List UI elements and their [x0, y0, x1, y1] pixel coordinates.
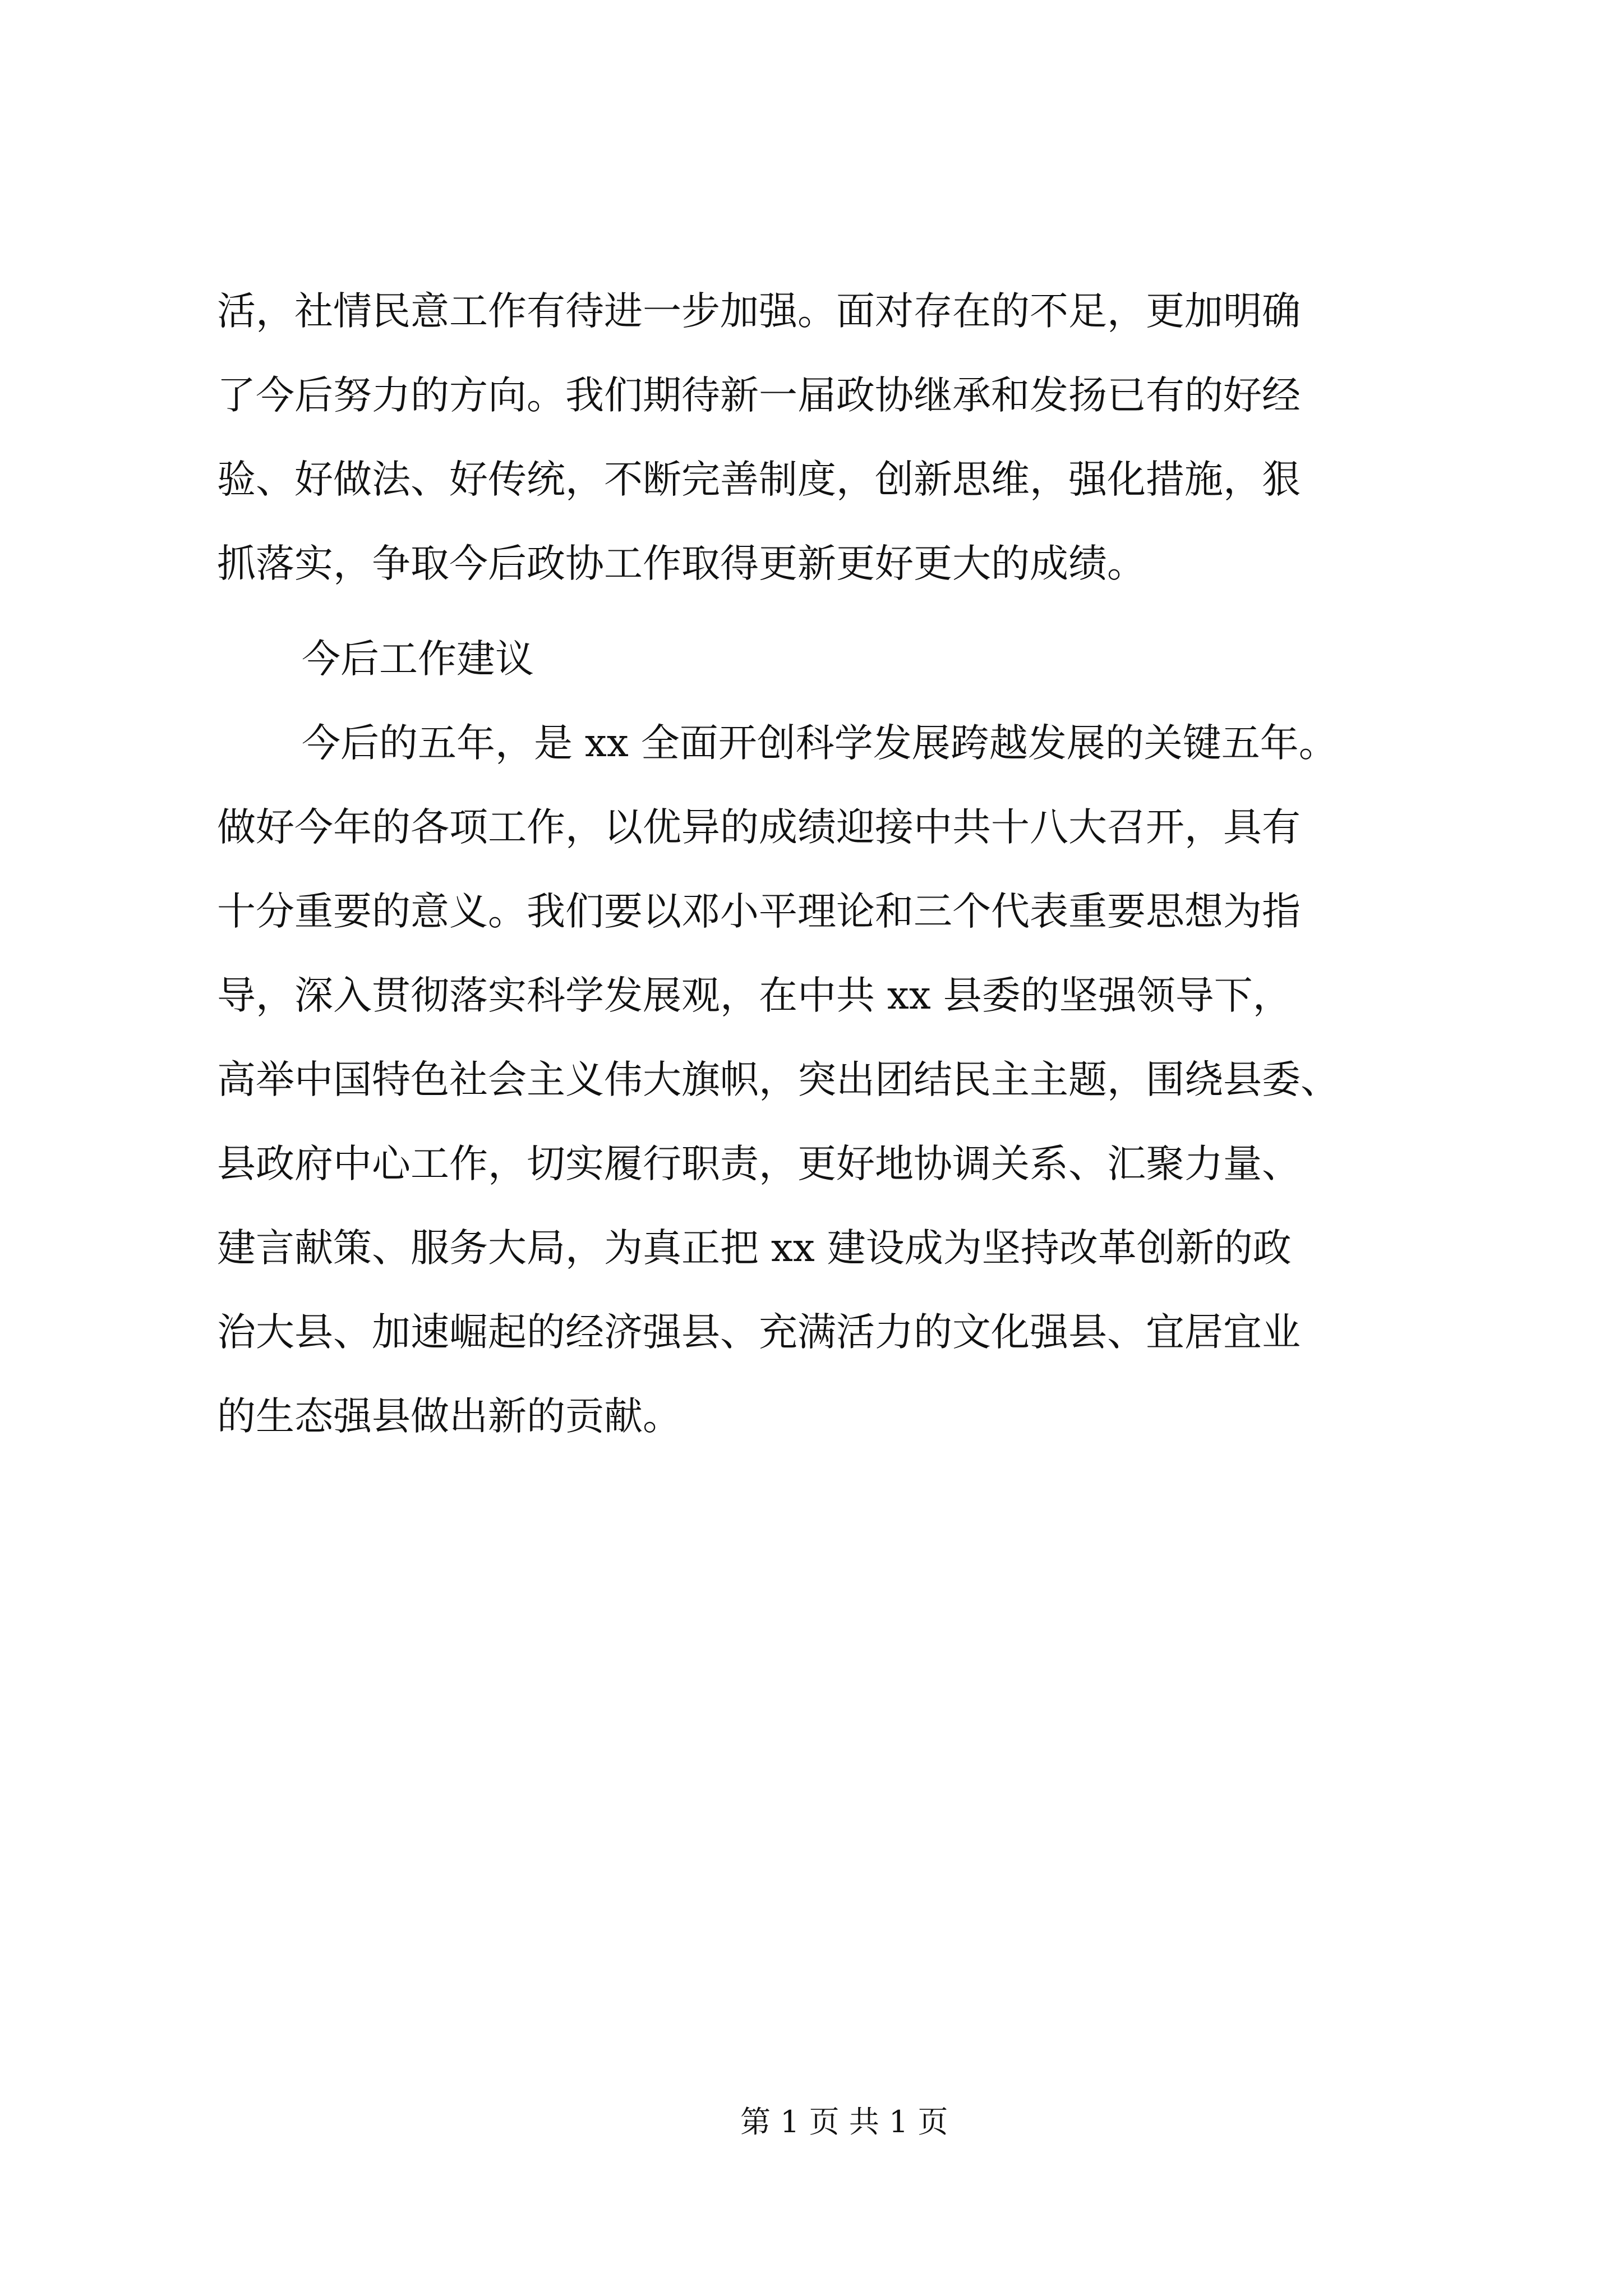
body-line-1: 活，社情民意工作有待进一步加强。面对存在的不足，更加明确	[217, 289, 1301, 334]
body-line-14: 的生态强县做出新的贡献。	[217, 1394, 681, 1439]
body-line-11: 县政府中心工作，切实履行职责，更好地协调关系、汇聚力量、	[217, 1142, 1301, 1186]
body-line-2: 了今后努力的方向。我们期待新一届政协继承和发扬已有的好经	[217, 373, 1301, 418]
body-line-6: 今后的五年，是 xx 全面开创科学发展跨越发展的关键五年。	[302, 721, 1338, 766]
body-line-8: 十分重要的意义。我们要以邓小平理论和三个代表重要思想为指	[217, 889, 1301, 934]
page-footer: 第 1 页 共 1 页	[740, 2104, 948, 2139]
body-line-12: 建言献策、服务大局，为真正把 xx 建设成为坚持改革创新的政	[217, 1226, 1292, 1271]
body-line-7: 做好今年的各项工作，以优异的成绩迎接中共十八大召开，具有	[217, 805, 1301, 850]
section-heading: 今后工作建议	[302, 637, 534, 682]
body-line-3: 验、好做法、好传统，不断完善制度，创新思维，强化措施，狠	[217, 457, 1301, 502]
body-line-13: 治大县、加速崛起的经济强县、充满活力的文化强县、宜居宜业	[217, 1310, 1301, 1355]
body-line-10: 高举中国特色社会主义伟大旗帜，突出团结民主主题，围绕县委、	[217, 1057, 1339, 1102]
body-line-4: 抓落实，争取今后政协工作取得更新更好更大的成绩。	[217, 541, 1146, 586]
body-line-9: 导，深入贯彻落实科学发展观，在中共 xx 县委的坚强领导下，	[217, 973, 1292, 1018]
